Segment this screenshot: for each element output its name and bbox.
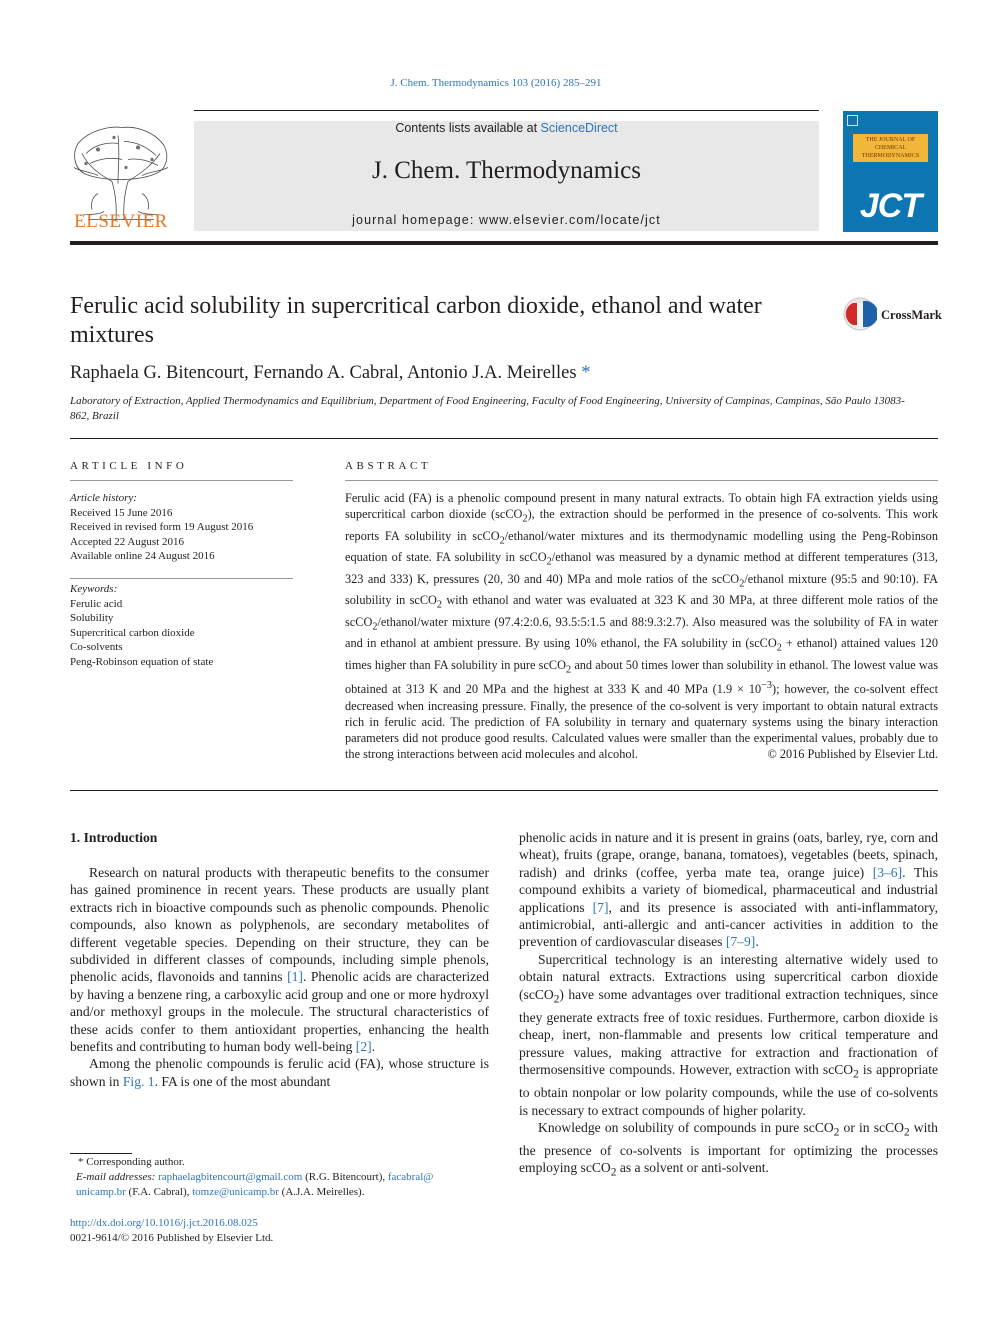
footnote	[70, 1155, 510, 1200]
abstract-divider	[70, 790, 938, 791]
email-link[interactable]: unicamp.br	[76, 1186, 126, 1198]
keywords-rule	[70, 578, 293, 579]
paragraph: Knowledge on solubility of compounds in pure scCO$_2$ or in scCO$_2$ with the presence of co-solvents is important for optimizing the processes employing scCO$_2$ as a solvent or anti-solvent.	[519, 1119, 938, 1180]
elsevier-wordmark: ELSEVIER	[74, 211, 168, 232]
email-link[interactable]: tomze@unicamp.br	[192, 1186, 279, 1198]
authors-names: Raphaela G. Bitencourt, Fernando A. Cabral, Antonio J.A. Meirelles	[70, 363, 577, 383]
history-accepted: Accepted 22 August 2016	[70, 535, 184, 548]
abstract-copyright: © 2016 Published by Elsevier Ltd.	[767, 747, 938, 761]
email-link[interactable]: facabral@	[387, 1171, 434, 1183]
header-thick-rule	[70, 241, 938, 245]
cover-title-band: THE JOURNAL OF CHEMICAL THERMODYNAMICS	[853, 134, 928, 162]
keyword: Solubility	[70, 612, 114, 624]
history-revised: Received in revised form 19 August 2016	[70, 521, 254, 533]
contents-prefix: Contents lists available at	[395, 121, 541, 135]
paragraph: phenolic acids in nature and it is present in grains (oats, barley, rye, corn and wheat), fruits (grape, orange, banana, tomatoes), vegetables (beets, spinach, radish) and drinks (coffee, yerba mate tea, orange juice) [3–6]. This compound exhibits a variety of biomedical, pharmaceutical and industrial applications [7], and its presence is associated with anti-inflammatory, antimicrobial, anti-allergic and anti-cancer activities in addition to the prevention of cardiovascular diseases [7–9].	[519, 830, 939, 950]
keywords	[70, 582, 300, 669]
corresponding-author-note	[70, 1155, 510, 1170]
crossmark-label: CrossMark	[881, 308, 942, 322]
corresponding-author-mark[interactable]: *	[581, 363, 591, 383]
abstract-heading: ABSTRACT	[345, 460, 432, 472]
history-label: Article history:	[70, 492, 137, 504]
citation-link[interactable]: [1]	[287, 969, 303, 985]
keyword: Supercritical carbon dioxide	[70, 626, 195, 639]
affiliation: Laboratory of Extraction, Applied Thermodynamics and Equilibrium, Department of Food Engineering, Faculty of Food Engineering, University of Campinas, Campinas, São Paulo 13083-862, Brazil	[70, 395, 905, 422]
homepage-link[interactable]: www.elsevier.com/locate/jct	[478, 213, 661, 227]
footnote-rule	[70, 1153, 132, 1154]
journal-name: J. Chem. Thermodynamics	[372, 157, 641, 184]
body-column-left	[70, 864, 489, 1090]
abstract-text: Ferulic acid (FA) is a phenolic compound present in many natural extracts. To obtain high FA extraction yields using supercritical carbon dioxide (scCO$_2$), the extraction should be performed in the presence of co-solvents. This work reports FA solubility in scCO$_2$/ethanol/water mixtures and its thermodynamic modelling using the Peng-Robinson equation of state. FA solubility in scCO$_2$/ethanol was measured by a dynamic method at different temperatures (313, 323 and 333) K, pressures (20, 30 and 40) MPa and mole ratios of the scCO$_2$/ethanol mixture (95:5 and 90:10). FA solubility in scCO$_2$ with ethanol and water was evaluated at 323 K and 30 MPa, at three different mole ratios of the scCO$_2$/ethanol/water mixture (97.4:2:0.6, 93.5:5:1.5 and 88:9.3:2.7). Also measured was the solubility of FA in water and in ethanol at ambient pressure. By using 10% ethanol, the FA solubility in (scCO$_2$ + ethanol) attained values 120 times higher than FA solubility in pure scCO$_2$ and about 50 times lower than solubility in ethanol. The lowest value was obtained at 313 K and 20 MPa and the highest at 333 K and 40 MPa $(1.9 \times 10^{-3})$; however, the co-solvent effect decreased when increasing pressure. Finally, the presence of the co-solvent is very important to obtain natural extracts rich in ferulic acid. The prediction of FA solubility in ternary and quaternary systems using the binary interaction parameters did not produce good results. Calculated values were smaller than the experimental values, probably due to the strong interactions between acid molecules and alcohol.	[345, 491, 939, 761]
email-owner: (F.A. Cabral),	[128, 1186, 190, 1198]
email-owner: (R.G. Bitencourt),	[305, 1171, 386, 1183]
page-footer	[70, 1216, 273, 1246]
citation-link[interactable]: [3–6]	[872, 864, 903, 880]
history-online: Available online 24 August 2016	[70, 550, 215, 562]
email-line	[70, 1170, 510, 1185]
figure-link[interactable]: Fig. 1	[122, 1073, 155, 1089]
journal-homepage	[194, 213, 819, 227]
article-title: Ferulic acid solubility in supercritical carbon dioxide, ethanol and water mixtures	[70, 293, 762, 348]
cover-corner-icon	[847, 115, 858, 126]
sciencedirect-link[interactable]: ScienceDirect	[540, 121, 618, 135]
paragraph: Research on natural products with therapeutic benefits to the consumer has gained prominence in recent years. These products are usually plant extracts rich in bioactive compounds such as phenolic compounds. Phenolic compounds, also known as polyphenols, are secondary metabolites of different vegetable species. Depending on their structure, they can be subdivided in different classes of compounds, including simple phenols, phenolic acids, flavonoids and tannins [1]. Phenolic acids are characterized by having a benzene ring, a carboxylic acid group and one or more hydroxyl and/or methoxyl groups in the molecule. The structural characteristics of these acids confer to them antioxidant properties, enhancing the health benefits and contributing to human body well-being [2].	[70, 865, 489, 1055]
email-line	[70, 1185, 510, 1200]
keyword: Co-solvents	[70, 641, 123, 653]
section-title-introduction: 1. Introduction	[70, 830, 158, 845]
crossmark-icon	[843, 297, 877, 333]
paragraph: Supercritical technology is an interesting alternative widely used to obtain natural extracts. Extractions using supercritical carbon dioxide (scCO$_2$) have some advantages over traditional extraction techniques, since they generate extracts free of toxic residues. Furthermore, carbon dioxide is cheap, inert, non-flammable and presents low critical temperature and pressure values, making attractive for extraction and fractionation of thermosensitive compounds. However, extraction with scCO$_2$ is appropriate to obtain nonpolar or low polarity compounds, while the use of co-solvents is necessary to extract compounds of higher polarity.	[519, 951, 939, 1118]
email-label: E-mail addresses:	[76, 1171, 156, 1183]
history-received: Received 15 June 2016	[70, 506, 173, 519]
crossmark-badge[interactable]	[843, 297, 943, 333]
email-owner: (A.J.A. Meirelles).	[281, 1186, 365, 1198]
corresponding-author-text: Corresponding author.	[86, 1156, 185, 1168]
keyword: Ferulic acid	[70, 597, 123, 610]
contents-line	[194, 121, 819, 135]
article-info-heading: ARTICLE INFO	[70, 460, 188, 472]
header-rule	[194, 110, 819, 111]
footnote-mark: *	[78, 1156, 87, 1168]
journal-citation[interactable]: J. Chem. Thermodynamics 103 (2016) 285–291	[390, 77, 602, 89]
abstract-rule	[345, 480, 938, 481]
paragraph: Among the phenolic compounds is ferulic acid (FA), whose structure is shown in Fig. 1. FA is one of the most abundant	[70, 1056, 489, 1089]
author-list	[70, 363, 590, 384]
journal-cover[interactable]	[843, 111, 938, 232]
cover-jct-logo: JCT	[859, 187, 922, 225]
citation-link[interactable]: [7–9]	[725, 934, 756, 950]
citation-link[interactable]: [7]	[592, 899, 609, 915]
citation-link[interactable]: [2]	[355, 1039, 372, 1055]
issn-copyright: 0021-9614/© 2016 Published by Elsevier Ltd.	[70, 1232, 274, 1244]
title-divider	[70, 438, 938, 439]
doi-link[interactable]: http://dx.doi.org/10.1016/j.jct.2016.08.025	[70, 1217, 258, 1229]
article-info-rule	[70, 480, 293, 481]
email-link[interactable]: raphaelagbitencourt@gmail.com	[158, 1171, 303, 1183]
keywords-label: Keywords:	[70, 583, 118, 595]
homepage-prefix: journal homepage:	[352, 213, 479, 227]
article-history	[70, 491, 300, 564]
keyword: Peng-Robinson equation of state	[70, 655, 214, 668]
body-column-right	[519, 829, 938, 1183]
